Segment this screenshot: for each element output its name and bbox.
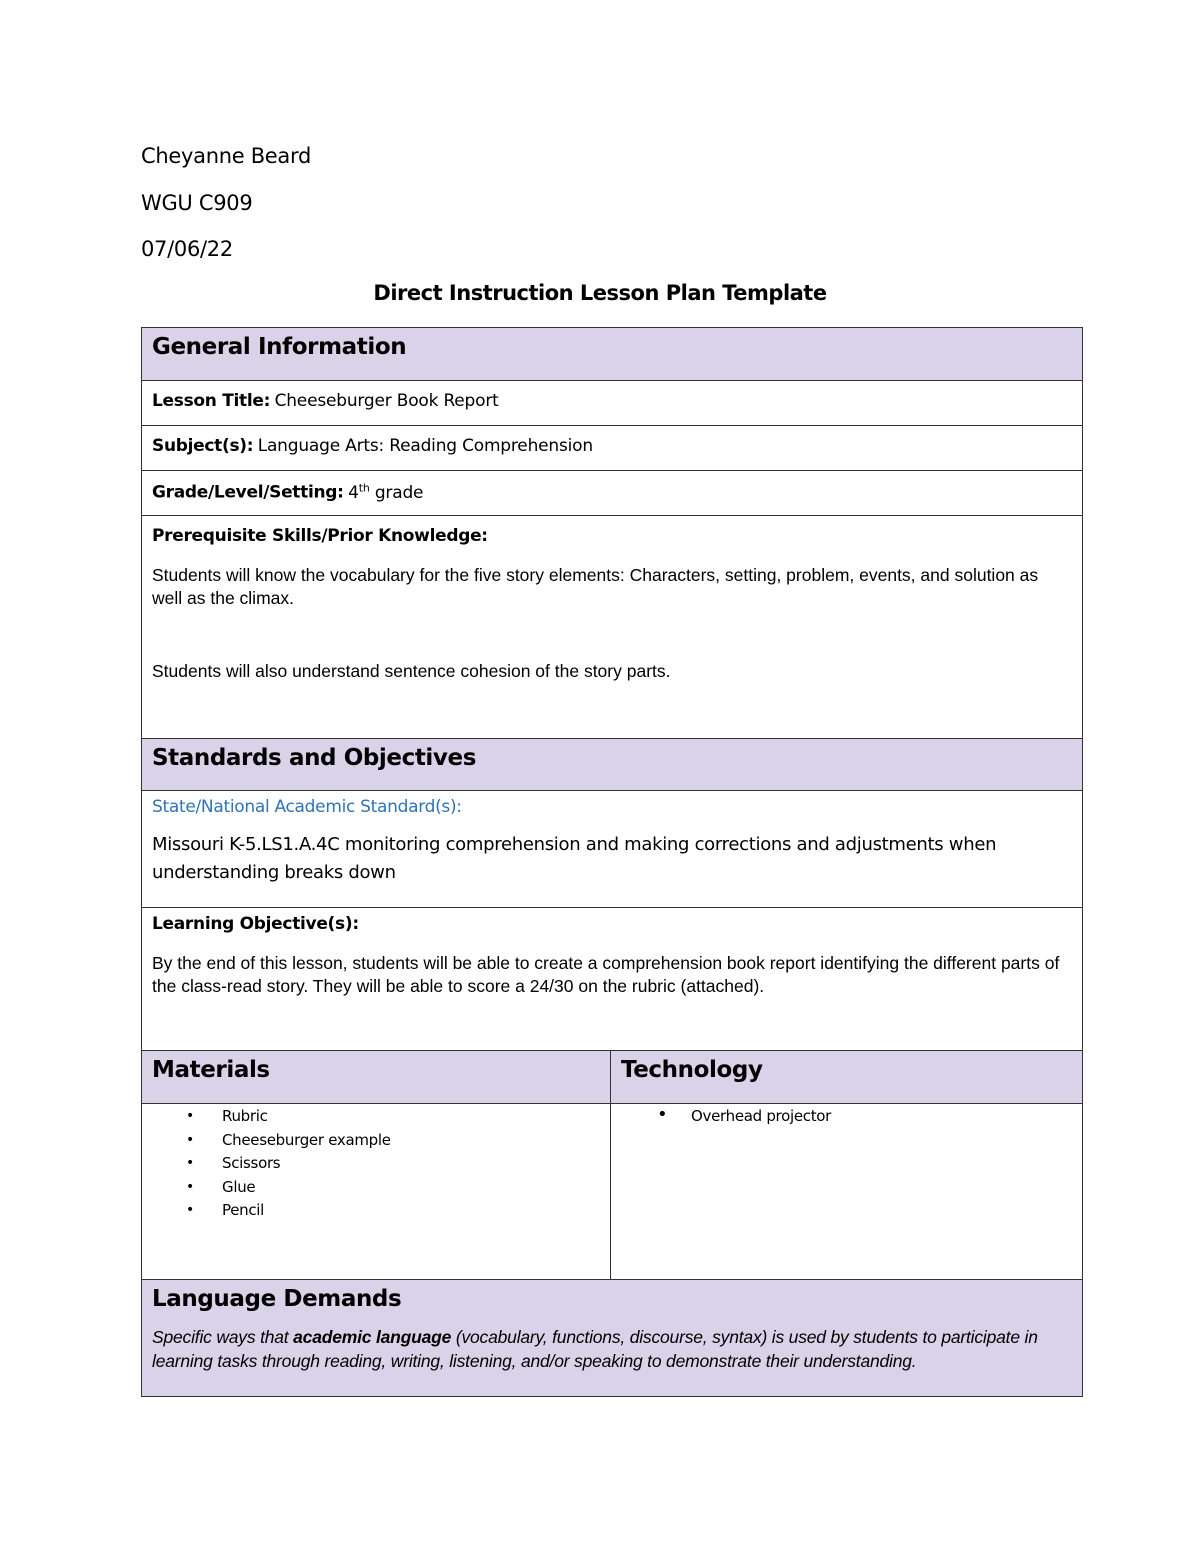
- prerequisite-label: Prerequisite Skills/Prior Knowledge:: [152, 526, 488, 546]
- materials-heading: Materials: [142, 1051, 611, 1104]
- technology-heading: Technology: [611, 1051, 1083, 1104]
- prerequisite-row: [142, 516, 1083, 739]
- grade-label: Grade/Level/Setting:: [152, 482, 344, 503]
- author-name: Cheyanne Beard: [141, 144, 311, 168]
- bullet-icon: •: [186, 1131, 194, 1148]
- list-item: • Cheeseburger example: [152, 1129, 600, 1153]
- language-demands-cell: [142, 1280, 1083, 1397]
- general-information-heading: General Information: [142, 328, 1083, 381]
- list-item: • Overhead projector: [657, 1104, 832, 1125]
- objective-label: Learning Objective(s):: [152, 914, 359, 934]
- lesson-title-label: Lesson Title:: [152, 391, 271, 411]
- subjects-row: [142, 426, 1083, 471]
- grade-suffix: th: [358, 481, 370, 494]
- language-demands-text: Specific ways that academic language (vocabulary, functions, discourse, syntax) is used by students to participate in learning tasks through reading, writing, listening, and/or speaking to demonstrate their understanding.: [152, 1327, 1038, 1371]
- standard-text: Missouri K-5.LS1.A.4C monitoring comprehension and making corrections and adjustments when understanding breaks down: [152, 834, 997, 883]
- grade-value: [348, 483, 423, 503]
- standard-label: State/National Academic Standard(s):: [152, 797, 462, 817]
- prerequisite-paragraph-1: Students will know the vocabulary for the five story elements: Characters, setting, problem, events, and solution as well as the climax.: [152, 565, 1039, 608]
- list-item: • Scissors: [152, 1152, 600, 1176]
- list-item: • Rubric: [152, 1105, 600, 1129]
- lesson-title-row: [142, 381, 1083, 426]
- bullet-icon: •: [186, 1178, 194, 1195]
- standard-row: [142, 791, 1083, 908]
- bullet-icon: •: [186, 1108, 194, 1124]
- standards-heading: Standards and Objectives: [142, 739, 1083, 791]
- course-code: WGU C909: [141, 191, 253, 215]
- subjects-value: Language Arts: Reading Comprehension: [257, 436, 593, 456]
- bullet-icon: •: [186, 1202, 194, 1218]
- list-item: • Pencil: [152, 1199, 600, 1223]
- document-date: 07/06/22: [141, 237, 233, 261]
- technology-cell: [611, 1104, 1083, 1280]
- grade-word: grade: [374, 482, 424, 503]
- technology-list: [621, 1105, 1072, 1129]
- objective-row: [142, 908, 1083, 1051]
- objective-text: By the end of this lesson, students will be able to create a comprehension book report identifying the different parts of the class-read story. They will be able to score a 24/30 on the rubric (attached).: [152, 953, 1060, 996]
- grade-row: [142, 471, 1083, 516]
- language-demands-heading: Language Demands: [152, 1286, 402, 1312]
- lesson-title-value: Cheeseburger Book Report: [274, 391, 499, 411]
- bullet-icon: •: [186, 1155, 194, 1171]
- subjects-label: Subject(s):: [152, 436, 254, 456]
- materials-list: [152, 1105, 600, 1223]
- list-item: • Glue: [152, 1176, 600, 1200]
- bullet-icon: •: [657, 1104, 668, 1125]
- lesson-plan-table: [141, 327, 1083, 1397]
- prerequisite-paragraph-2: Students will also understand sentence cohesion of the story parts.: [152, 661, 671, 681]
- page-title: Direct Instruction Lesson Plan Template: [373, 281, 827, 305]
- materials-cell: [142, 1104, 611, 1280]
- grade-number: 4: [348, 482, 359, 503]
